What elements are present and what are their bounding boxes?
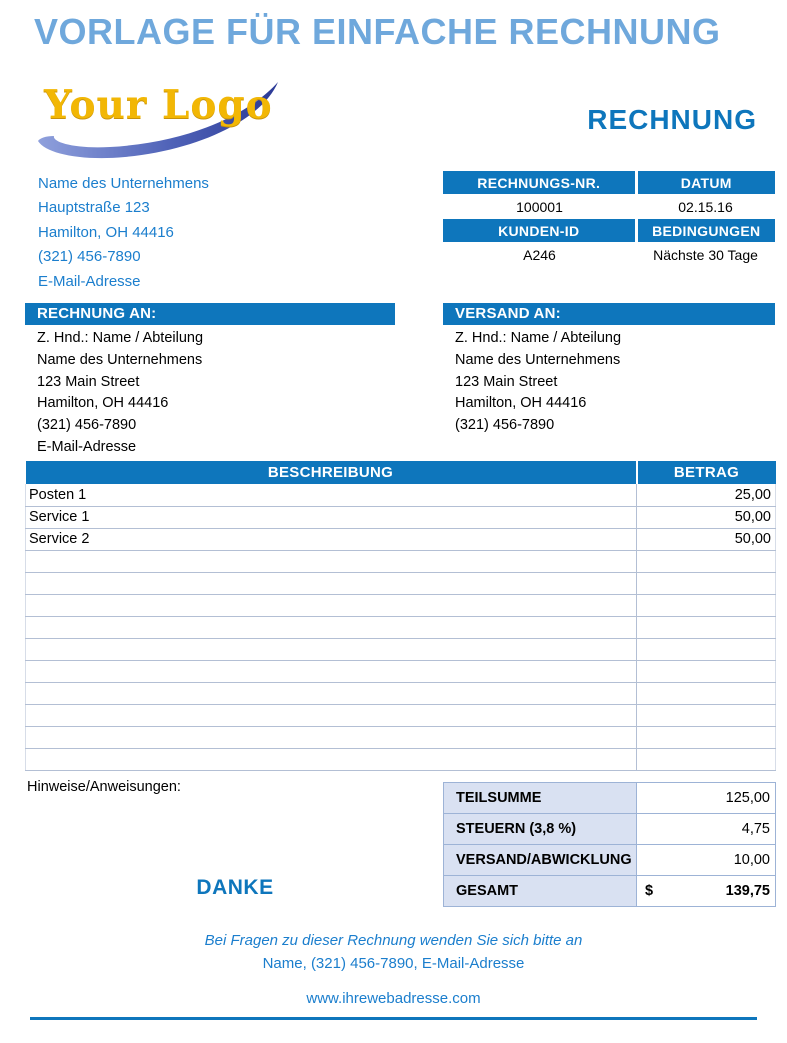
item-description: Service 2: [26, 528, 637, 550]
totals-row: [444, 783, 776, 814]
invoice-meta-table: [443, 171, 775, 267]
ship-to-heading: VERSAND AN:: [443, 303, 775, 325]
totals-label: STEUERN (3,8 %): [444, 814, 637, 845]
empty-description-cell: [26, 572, 637, 594]
item-row: [26, 506, 776, 528]
empty-item-row: [26, 660, 776, 682]
empty-amount-cell: [637, 704, 776, 726]
empty-description-cell: [26, 638, 637, 660]
totals-amount: 10,00: [637, 845, 776, 876]
item-description: Posten 1: [26, 484, 637, 506]
empty-amount-cell: [637, 726, 776, 748]
company-info-line: Hamilton, OH 44416: [38, 223, 174, 241]
totals-row: [444, 845, 776, 876]
totals-table: [443, 782, 776, 907]
thank-you-text: DANKE: [196, 876, 274, 899]
company-info-line: Name des Unternehmens: [38, 175, 209, 192]
empty-item-rows: [26, 550, 776, 770]
date-value: 02.15.16: [678, 198, 733, 215]
company-info-line: Hauptstraße 123: [38, 199, 150, 217]
empty-description-cell: [26, 550, 637, 572]
totals-row: [444, 814, 776, 845]
item-row: [26, 528, 776, 550]
empty-amount-cell: [637, 638, 776, 660]
currency-symbol: $: [645, 883, 654, 899]
ship-to-line: Hamilton, OH 44416: [455, 395, 587, 412]
bill-to-address: [25, 325, 395, 459]
ship-to-line: Z. Hnd.: Name / Abteilung: [455, 330, 622, 346]
bill-to-block: [25, 303, 395, 459]
company-logo: [30, 80, 280, 165]
ship-to-address: [443, 325, 775, 437]
items-header-row: [26, 461, 776, 484]
empty-amount-cell: [637, 660, 776, 682]
bill-to-line: Z. Hnd.: Name / Abteilung: [37, 330, 204, 346]
ship-to-line: Name des Unternehmens: [455, 351, 621, 368]
empty-description-cell: [26, 726, 637, 748]
page-title: VORLAGE FÜR EINFACHE RECHNUNG: [34, 11, 721, 52]
meta-header-row: [443, 219, 775, 242]
empty-description-cell: [26, 616, 637, 638]
notes-label: Hinweise/Anweisungen:: [27, 779, 181, 795]
bill-to-line: Name des Unternehmens: [37, 351, 203, 368]
invoice-number-header: RECHNUNGS-NR.: [443, 171, 636, 194]
meta-value-row: [443, 242, 775, 267]
footer-website: www.ihrewebadresse.com: [306, 990, 481, 1007]
empty-description-cell: [26, 682, 637, 704]
ship-to-block: [443, 303, 775, 437]
footer-contact-line2: Name, (321) 456-7890, E-Mail-Adresse: [262, 955, 525, 972]
customer-id-value: A246: [523, 246, 556, 263]
empty-amount-cell: [637, 572, 776, 594]
line-items-table: [25, 461, 776, 771]
logo-text: Your Logo: [44, 82, 273, 128]
empty-item-row: [26, 748, 776, 770]
grand-total-row: [444, 876, 776, 907]
empty-item-row: [26, 616, 776, 638]
empty-description-cell: [26, 594, 637, 616]
totals-body: [444, 783, 776, 876]
footer-contact-line1: Bei Fragen zu dieser Rechnung wenden Sie sich bitte an: [204, 932, 583, 949]
empty-description-cell: [26, 748, 637, 770]
bill-to-heading: RECHNUNG AN:: [25, 303, 395, 325]
grand-total-amount: 139,75: [725, 883, 770, 899]
empty-amount-cell: [637, 748, 776, 770]
date-header: DATUM: [636, 171, 775, 194]
grand-total-amount-cell: [637, 876, 776, 907]
totals-label: VERSAND/ABWICKLUNG: [444, 845, 637, 876]
totals-label: TEILSUMME: [444, 783, 637, 814]
empty-description-cell: [26, 660, 637, 682]
totals-amount: 4,75: [637, 814, 776, 845]
invoice-number-value: 100001: [516, 198, 563, 215]
empty-item-row: [26, 638, 776, 660]
empty-item-row: [26, 726, 776, 748]
item-row: [26, 484, 776, 506]
item-amount: 25,00: [637, 484, 776, 506]
grand-total-label: GESAMT: [444, 876, 637, 907]
bill-to-line: 123 Main Street: [37, 373, 140, 390]
item-description: Service 1: [26, 506, 637, 528]
empty-amount-cell: [637, 550, 776, 572]
bill-to-line: E-Mail-Adresse: [37, 438, 137, 455]
document-title: RECHNUNG: [587, 104, 757, 135]
meta-header-row: [443, 171, 775, 194]
amount-column-header: BETRAG: [637, 461, 776, 484]
empty-item-row: [26, 704, 776, 726]
item-amount: 50,00: [637, 528, 776, 550]
items-body: [26, 484, 776, 550]
empty-item-row: [26, 594, 776, 616]
company-info-line: E-Mail-Adresse: [38, 272, 141, 290]
description-column-header: BESCHREIBUNG: [26, 461, 637, 484]
meta-value-row: [443, 194, 775, 219]
footer-divider: [30, 1017, 757, 1020]
empty-item-row: [26, 550, 776, 572]
terms-header: BEDINGUNGEN: [636, 219, 775, 242]
ship-to-line: (321) 456-7890: [455, 417, 555, 434]
customer-id-header: KUNDEN-ID: [443, 219, 636, 242]
empty-amount-cell: [637, 616, 776, 638]
totals-amount: 125,00: [637, 783, 776, 814]
bill-to-line: (321) 456-7890: [37, 417, 137, 434]
company-info: [38, 172, 209, 294]
empty-amount-cell: [637, 594, 776, 616]
bill-to-line: Hamilton, OH 44416: [37, 395, 169, 412]
empty-amount-cell: [637, 682, 776, 704]
empty-description-cell: [26, 704, 637, 726]
ship-to-line: 123 Main Street: [455, 373, 558, 390]
empty-item-row: [26, 572, 776, 594]
company-info-line: (321) 456-7890: [38, 248, 141, 266]
item-amount: 50,00: [637, 506, 776, 528]
terms-value: Nächste 30 Tage: [653, 246, 758, 263]
empty-item-row: [26, 682, 776, 704]
